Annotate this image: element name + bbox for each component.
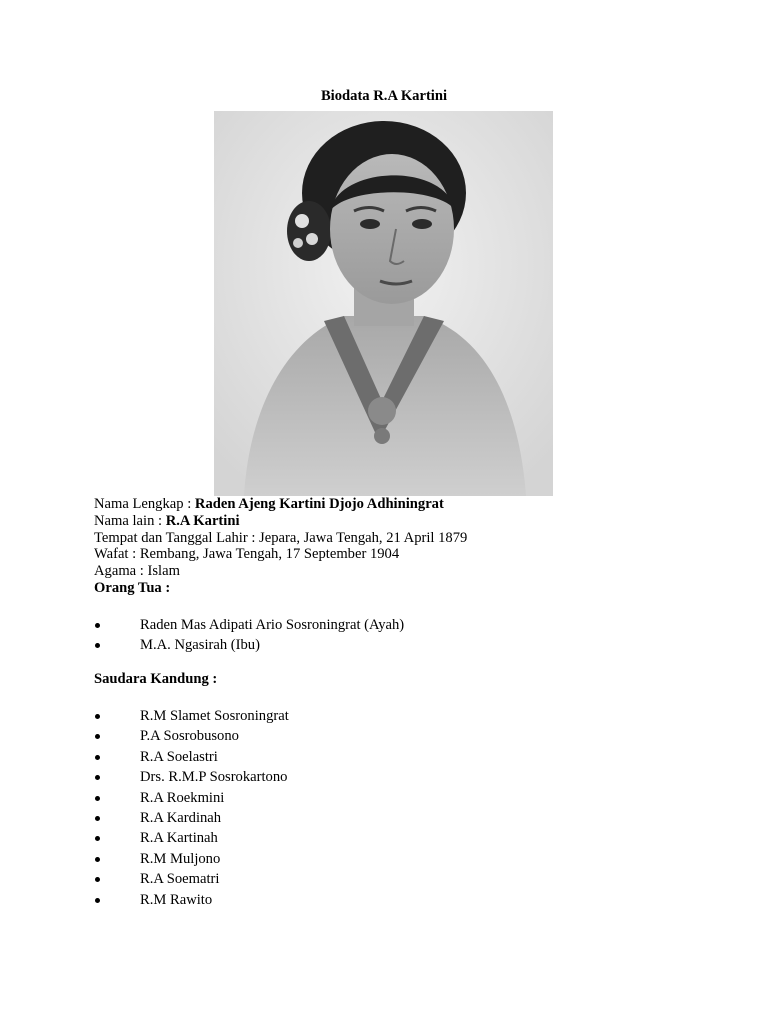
- list-item: R.A Kartinah: [94, 828, 289, 848]
- list-item: R.M Muljono: [94, 849, 289, 869]
- list-item: P.A Sosrobusono: [94, 726, 289, 746]
- portrait-photo: [214, 111, 553, 496]
- list-item: R.M Slamet Sosroningrat: [94, 706, 289, 726]
- bullet-icon: [95, 898, 100, 903]
- full-name-row: [94, 496, 714, 513]
- list-item: R.M Rawito: [94, 890, 289, 910]
- bullet-icon: [95, 755, 100, 760]
- parents-list: [94, 615, 404, 656]
- bullet-icon: [95, 816, 100, 821]
- siblings-list: [94, 706, 289, 910]
- list-item: R.A Kardinah: [94, 808, 289, 828]
- bullet-icon: [95, 877, 100, 882]
- bullet-icon: [95, 857, 100, 862]
- list-item: Raden Mas Adipati Ario Sosroningrat (Ayah): [94, 615, 404, 635]
- other-name-row: [94, 513, 714, 530]
- list-item: R.A Roekmini: [94, 788, 289, 808]
- biodata-info: [94, 496, 714, 597]
- bullet-icon: [95, 734, 100, 739]
- death-row: Wafat : Rembang, Jawa Tengah, 17 September 1904: [94, 546, 400, 563]
- list-item: R.A Soematri: [94, 869, 289, 889]
- other-name-label: Nama lain :: [94, 512, 166, 529]
- list-item: Drs. R.M.P Sosrokartono: [94, 767, 289, 787]
- full-name-value: Raden Ajeng Kartini Djojo Adhiningrat: [194, 496, 444, 512]
- bullet-icon: [95, 775, 100, 780]
- parents-heading: Orang Tua :: [94, 579, 171, 596]
- full-name-label: Nama Lengkap :: [94, 496, 195, 512]
- list-item: M.A. Ngasirah (Ibu): [94, 635, 404, 655]
- bullet-icon: [95, 836, 100, 841]
- other-name-value: R.A Kartini: [165, 512, 240, 529]
- birth-row: Tempat dan Tanggal Lahir : Jepara, Jawa Tengah, 21 April 1879: [94, 529, 468, 546]
- bullet-icon: [95, 643, 100, 648]
- religion-row: Agama : Islam: [94, 563, 180, 580]
- document-title: Biodata R.A Kartini: [320, 88, 448, 104]
- bullet-icon: [95, 623, 100, 628]
- bullet-icon: [95, 714, 100, 719]
- list-item: R.A Soelastri: [94, 747, 289, 767]
- siblings-heading: Saudara Kandung :: [94, 671, 218, 687]
- bullet-icon: [95, 796, 100, 801]
